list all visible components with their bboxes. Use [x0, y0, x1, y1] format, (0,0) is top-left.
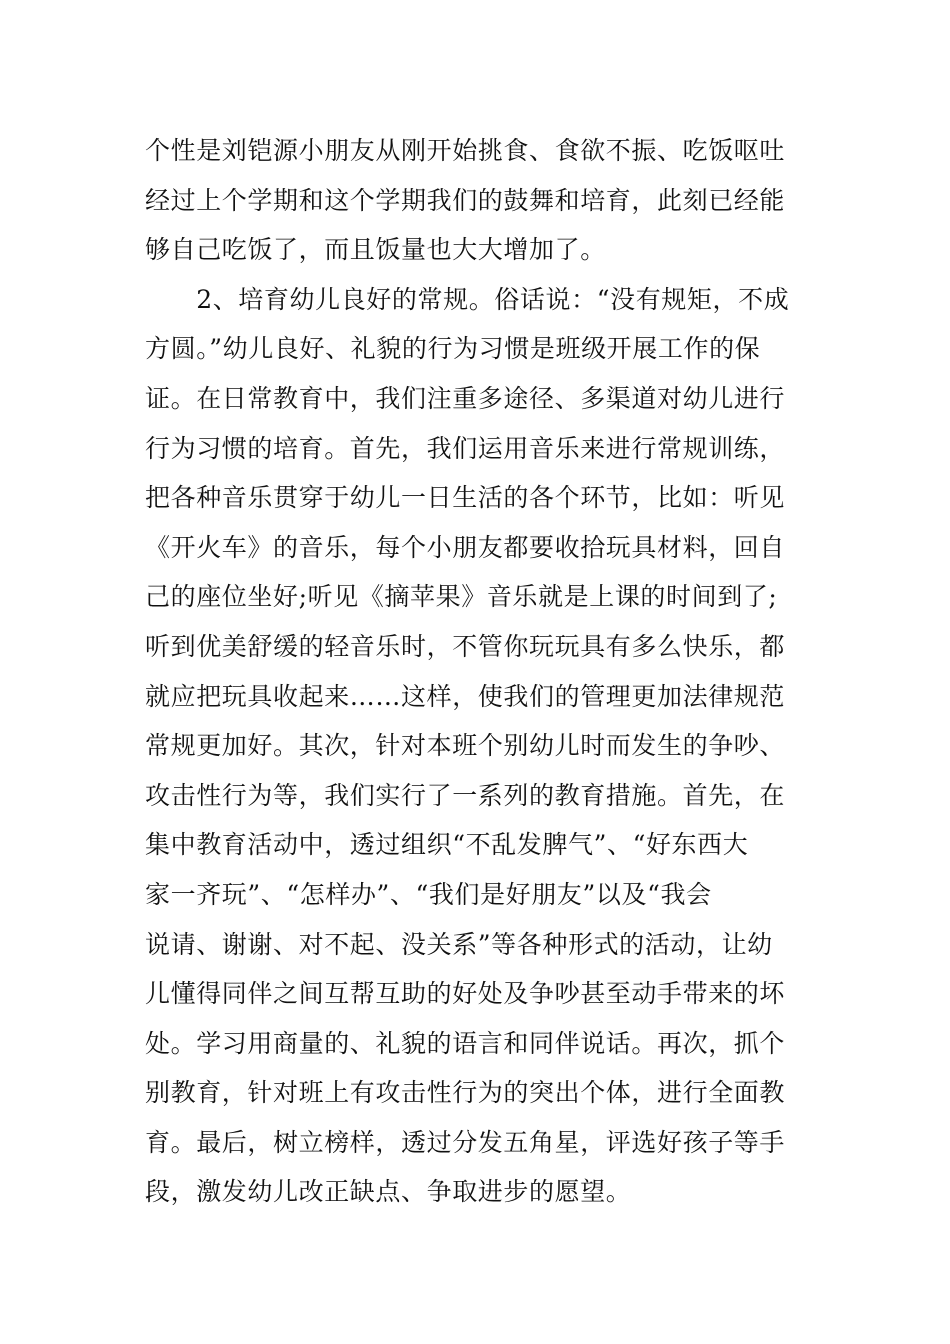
text-line: 段，激发幼儿改正缺点、争取进步的愿望。: [145, 1177, 632, 1207]
text-line: 2、培育幼儿良好的常规。俗话说：“没有规矩，不成: [145, 284, 790, 314]
text-line: 《开火车》的音乐，每个小朋友都要收拾玩具材料，回自: [145, 532, 786, 562]
text-line: 己的座位坐好;听见《摘苹果》音乐就是上课的时间到了;: [145, 582, 778, 612]
text-line: 家一齐玩”、“怎样办”、“我们是好朋友”以及“我会: [145, 879, 712, 909]
text-line: 够自己吃饭了，而且饭量也大大增加了。: [145, 235, 606, 265]
text-line: 把各种音乐贯穿于幼儿一日生活的各个环节，比如：听见: [145, 483, 786, 513]
text-line: 儿懂得同伴之间互帮互助的好处及争吵甚至动手带来的坏: [145, 979, 786, 1009]
text-line: 集中教育活动中，透过组织“不乱发脾气”、“好东西大: [145, 830, 749, 860]
text-line: 听到优美舒缓的轻音乐时，不管你玩玩具有多么快乐，都: [145, 631, 786, 661]
text-line: 个性是刘铠源小朋友从刚开始挑食、食欲不振、吃饭呕吐: [145, 136, 786, 165]
text-line: 经过上个学期和这个学期我们的鼓舞和培育，此刻已经能: [145, 185, 786, 215]
text-line: 证。在日常教育中，我们注重多途径、多渠道对幼儿进行: [145, 383, 786, 413]
text-line: 方圆。”幼儿良好、礼貌的行为习惯是班级开展工作的保: [145, 334, 761, 364]
text-line: 处。学习用商量的、礼貌的语言和同伴说话。再次，抓个: [145, 1028, 786, 1058]
text-line: 别教育，针对班上有攻击性行为的突出个体，进行全面教: [145, 1078, 786, 1108]
text-line: 就应把玩具收起来……这样，使我们的管理更加法律规范: [145, 681, 786, 711]
text-line: 常规更加好。其次，针对本班个别幼儿时而发生的争吵、: [145, 731, 786, 761]
text-line: 说请、谢谢、对不起、没关系”等各种形式的活动，让幼: [145, 929, 773, 959]
text-line: 攻击性行为等，我们实行了一系列的教育措施。首先，在: [145, 780, 786, 810]
document-body: [145, 126, 815, 1217]
text-line: 行为习惯的培育。首先，我们运用音乐来进行常规训练，: [145, 433, 786, 463]
text-line: 育。最后，树立榜样，透过分发五角星，评选好孩子等手: [145, 1127, 786, 1157]
